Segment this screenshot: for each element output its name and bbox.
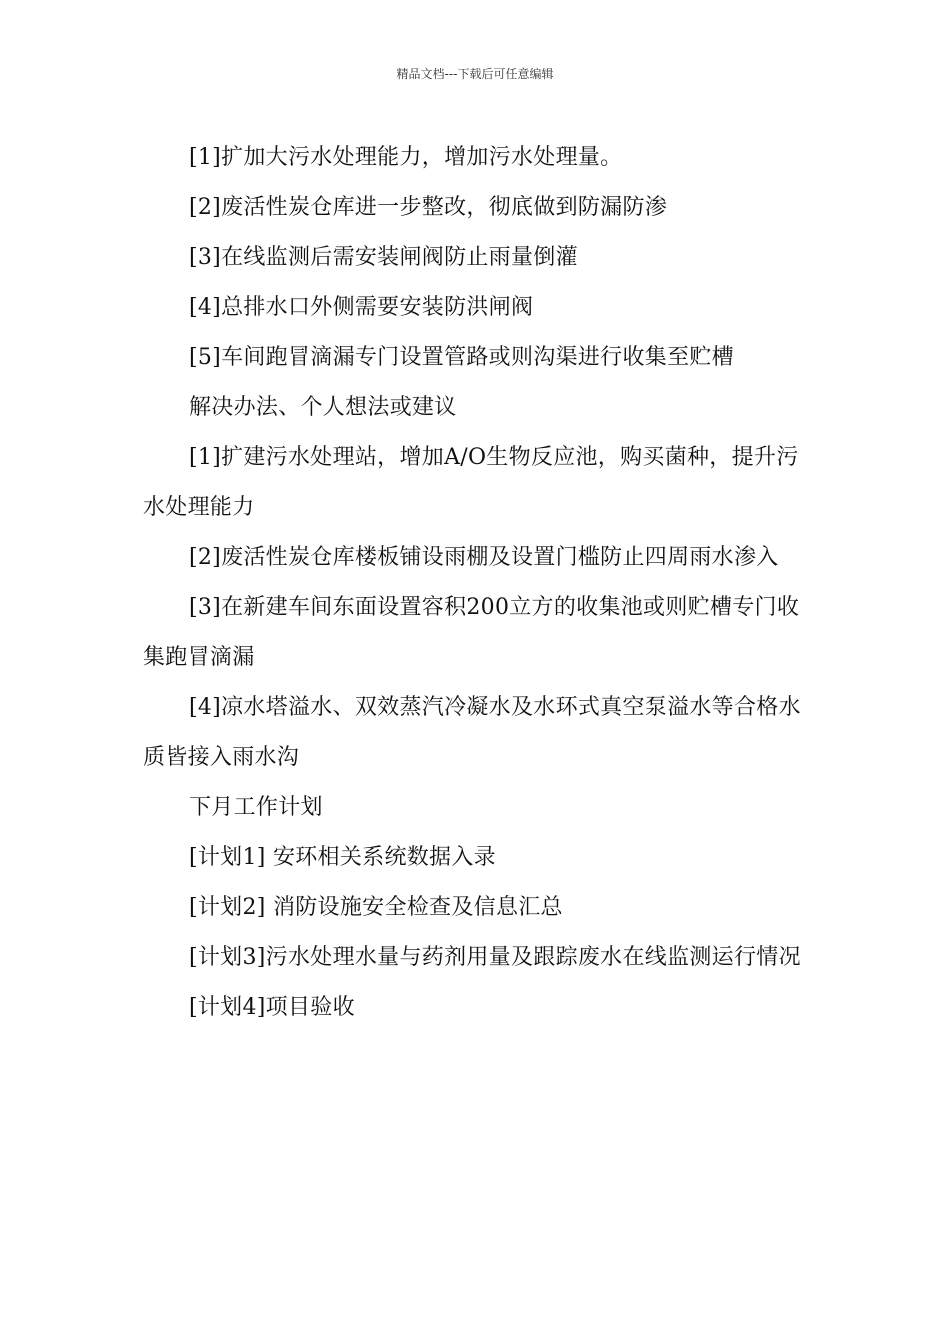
issue-item-2: [2]废活性炭仓库进一步整改，彻底做到防漏防渗 — [189, 195, 668, 220]
document-body — [143, 133, 811, 1033]
plan-item-1: [计划1] 安环相关系统数据入录 — [189, 845, 496, 870]
solution-item-1: [1]扩建污水处理站，增加A/O生物反应池，购买菌种，提升污水处理能力 — [143, 445, 799, 520]
issue-item-1: [1]扩加大污水处理能力，增加污水处理量。 — [189, 145, 623, 170]
plan-item-2: [计划2] 消防设施安全检查及信息汇总 — [189, 895, 563, 920]
page-header: 精品文档---下载后可任意编辑 — [396, 67, 554, 81]
issue-item-3: [3]在线监测后需安装闸阀防止雨量倒灌 — [189, 245, 578, 270]
issue-item-4: [4]总排水口外侧需要安装防洪闸阀 — [189, 295, 534, 320]
section-heading-next-month-plan: 下月工作计划 — [189, 795, 323, 820]
plan-item-4: [计划4]项目验收 — [189, 995, 355, 1020]
section-heading-solutions: 解决办法、个人想法或建议 — [189, 395, 457, 420]
solution-item-3: [3]在新建车间东面设置容积200立方的收集池或则贮槽专门收集跑冒滴漏 — [143, 595, 800, 670]
solution-item-4: [4]凉水塔溢水、双效蒸汽冷凝水及水环式真空泵溢水等合格水质皆接入雨水沟 — [143, 695, 801, 770]
solution-item-2: [2]废活性炭仓库楼板铺设雨棚及设置门槛防止四周雨水渗入 — [189, 545, 779, 570]
issue-item-5: [5]车间跑冒滴漏专门设置管路或则沟渠进行收集至贮槽 — [189, 345, 734, 370]
plan-item-3: [计划3]污水处理水量与药剂用量及跟踪废水在线监测运行情况 — [189, 945, 801, 970]
